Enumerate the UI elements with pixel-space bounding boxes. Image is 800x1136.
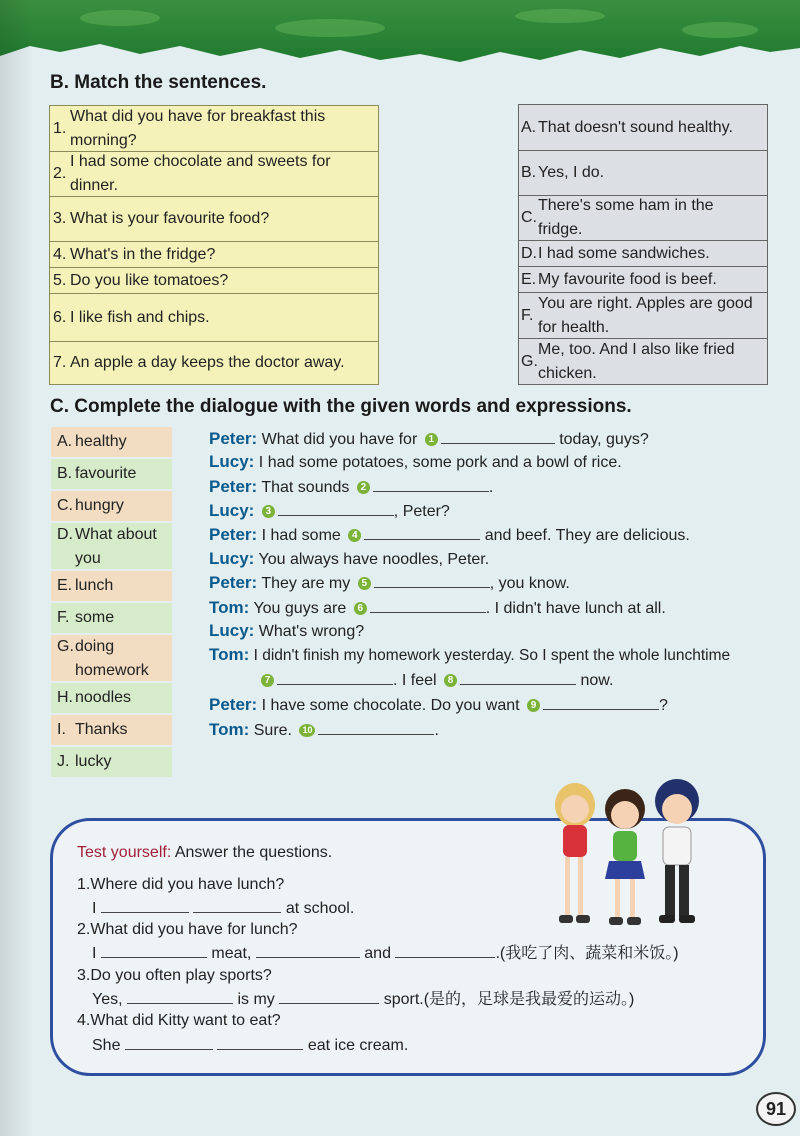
children-illustration bbox=[545, 775, 745, 935]
dialogue-line: Tom: Sure. 10 . bbox=[209, 720, 439, 739]
answer-blank[interactable] bbox=[256, 941, 360, 958]
word-bank-item: G. doing homework bbox=[51, 635, 172, 681]
word-bank-item: E. lunch bbox=[51, 571, 172, 601]
dialogue-line: Peter: What did you have for 1 today, guys? bbox=[209, 429, 649, 448]
match-left-item: 7. An apple a day keeps the doctor away. bbox=[50, 342, 378, 384]
word-bank-item: A. healthy bbox=[51, 427, 172, 457]
page-binding-shadow bbox=[0, 0, 34, 1136]
word-bank-item: H. noodles bbox=[51, 683, 172, 713]
answer-blank[interactable] bbox=[193, 896, 281, 913]
match-right-item: F. You are right. Apples are good for health. bbox=[519, 293, 767, 339]
match-right-item: G. Me, too. And I also like fried chicken. bbox=[519, 339, 767, 384]
answer-blank[interactable] bbox=[278, 499, 394, 516]
match-left-column bbox=[49, 105, 379, 385]
word-bank-item: F. some bbox=[51, 603, 172, 633]
answer-3: Yes, is my sport.(是的，足球是我最爱的运动。) bbox=[92, 987, 634, 1011]
answer-blank[interactable] bbox=[373, 475, 489, 492]
section-c-heading: C. Complete the dialogue with the given words and expressions. bbox=[50, 396, 632, 417]
answer-blank[interactable] bbox=[279, 987, 379, 1004]
dialogue-line: 7 . I feel 8 now. bbox=[258, 668, 613, 692]
match-left-item: 4. What's in the fridge? bbox=[50, 242, 378, 268]
match-left-item: 2. I had some chocolate and sweets for dinner. bbox=[50, 152, 378, 197]
dialogue-line: Lucy: What's wrong? bbox=[209, 621, 365, 640]
grass-banner bbox=[0, 0, 800, 70]
answer-blank[interactable] bbox=[101, 896, 189, 913]
dialogue-line: Peter: They are my 5 , you know. bbox=[209, 573, 570, 592]
answer-blank[interactable] bbox=[374, 571, 490, 588]
dialogue-line: Tom: I didn't finish my homework yesterday. So I spent the whole lunchtime bbox=[209, 645, 731, 664]
test-instruction: Answer the questions. bbox=[174, 844, 333, 861]
question-1: 1.Where did you have lunch? bbox=[77, 876, 285, 893]
answer-blank[interactable] bbox=[277, 668, 393, 685]
answer-blank[interactable] bbox=[395, 941, 495, 958]
word-bank-item: C. hungry bbox=[51, 491, 172, 521]
answer-2: I meat, and .(我吃了肉、蔬菜和米饭。) bbox=[92, 941, 679, 965]
match-right-column bbox=[518, 104, 768, 385]
answer-blank[interactable] bbox=[318, 718, 434, 735]
word-bank-item: I. Thanks bbox=[51, 715, 172, 745]
dialogue-line: Lucy: You always have noodles, Peter. bbox=[209, 549, 490, 568]
dialogue-line: Peter: I have some chocolate. Do you want 9 ? bbox=[209, 695, 668, 714]
question-3: 3.Do you often play sports? bbox=[77, 967, 272, 984]
answer-1: I at school. bbox=[92, 896, 354, 920]
dialogue-line: Peter: That sounds 2 . bbox=[209, 477, 494, 496]
answer-blank[interactable] bbox=[217, 1033, 303, 1050]
test-title: Test yourself: bbox=[77, 844, 172, 861]
dialogue-line: Lucy: 3 , Peter? bbox=[209, 501, 450, 520]
test-title-line bbox=[77, 842, 332, 864]
answer-blank[interactable] bbox=[364, 523, 480, 540]
match-right-item: C. There's some ham in the fridge. bbox=[519, 196, 767, 241]
question-4: 4.What did Kitty want to eat? bbox=[77, 1012, 281, 1029]
word-bank-item: J. lucky bbox=[51, 747, 172, 777]
answer-blank[interactable] bbox=[441, 427, 555, 444]
dialogue-line: Lucy: I had some potatoes, some pork and a bowl of rice. bbox=[209, 452, 622, 471]
match-right-item: E. My favourite food is beef. bbox=[519, 267, 767, 293]
word-bank-item: D. What about you bbox=[51, 523, 172, 569]
word-bank-item: B. favourite bbox=[51, 459, 172, 489]
section-b-heading: B. Match the sentences. bbox=[50, 72, 267, 93]
match-left-item: 6. I like fish and chips. bbox=[50, 294, 378, 342]
match-left-item: 1. What did you have for breakfast this morning? bbox=[50, 106, 378, 152]
match-left-item: 3. What is your favourite food? bbox=[50, 197, 378, 242]
answer-blank[interactable] bbox=[127, 987, 233, 1004]
match-left-item: 5. Do you like tomatoes? bbox=[50, 268, 378, 294]
question-2: 2.What did you have for lunch? bbox=[77, 921, 298, 938]
answer-4: She eat ice cream. bbox=[92, 1033, 408, 1057]
dialogue-line: Tom: You guys are 6 . I didn't have lunch at all. bbox=[209, 598, 666, 617]
answer-blank[interactable] bbox=[543, 693, 659, 710]
answer-blank[interactable] bbox=[125, 1033, 213, 1050]
answer-blank[interactable] bbox=[101, 941, 207, 958]
answer-blank[interactable] bbox=[460, 668, 576, 685]
dialogue-line: Peter: I had some 4 and beef. They are delicious. bbox=[209, 525, 690, 544]
word-bank bbox=[51, 427, 172, 779]
match-right-item: A. That doesn't sound healthy. bbox=[519, 105, 767, 151]
match-right-item: D. I had some sandwiches. bbox=[519, 241, 767, 267]
page-number: 91 bbox=[756, 1092, 796, 1126]
answer-blank[interactable] bbox=[370, 596, 486, 613]
match-right-item: B. Yes, I do. bbox=[519, 151, 767, 196]
